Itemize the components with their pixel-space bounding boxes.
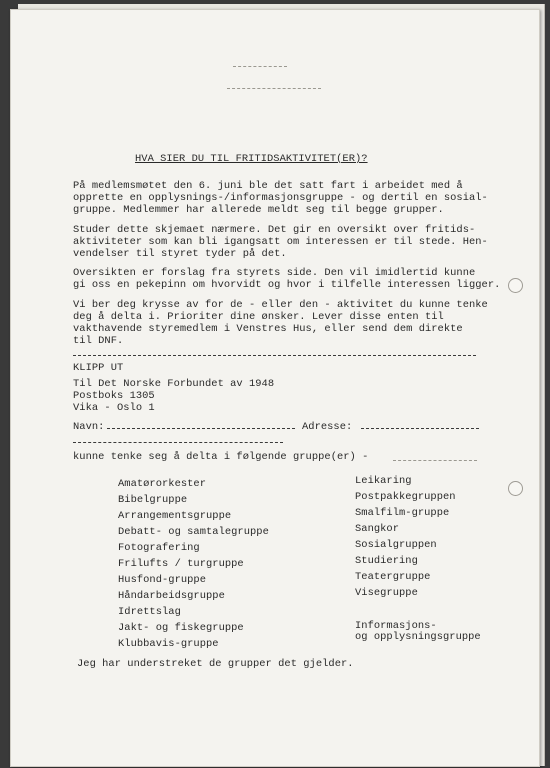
group-item: Informasjons- <box>355 620 437 632</box>
group-item: Postpakkegruppen <box>355 491 456 503</box>
group-item: Leikaring <box>355 475 412 487</box>
address-line: Til Det Norske Forbundet av 1948 <box>73 378 275 390</box>
cut-line <box>73 355 476 356</box>
group-item: Smalfilm-gruppe <box>355 507 450 519</box>
intro-line: til DNF. <box>73 335 124 347</box>
address-field-line <box>361 428 479 429</box>
group-item: Teatergruppe <box>355 571 431 583</box>
intro-line: deg å delta i. Prioriter dine ønsker. Lever disse enten til <box>73 311 444 323</box>
address-line: Vika - Oslo 1 <box>73 402 155 414</box>
footer-note: Jeg har understreket de grupper det gjelder. <box>77 658 354 670</box>
group-item: Fotografering <box>118 542 200 554</box>
intro-line: opprette en opplysnings-/informasjonsgruppe - og dertil en sosial- <box>73 192 488 204</box>
group-item: Klubbavis-gruppe <box>118 638 219 650</box>
group-item: Bibelgruppe <box>118 494 188 506</box>
punch-hole-bottom <box>508 481 523 496</box>
faint-mark <box>227 88 321 89</box>
group-item: Studiering <box>355 555 418 567</box>
intro-line: gruppe. Medlemmer har allerede meldt seg til begge grupper. <box>73 204 444 216</box>
faint-mark <box>393 460 477 461</box>
intro-line: vakthavende styremedlem i Venstres Hus, eller send dem direkte <box>73 323 463 335</box>
faint-mark <box>233 66 287 67</box>
page-title: HVA SIER DU TIL FRITIDSAKTIVITET(ER)? <box>135 153 368 165</box>
group-item: Håndarbeidsgruppe <box>118 590 225 602</box>
clip-label: KLIPP UT <box>73 362 124 374</box>
group-item: Sosialgruppen <box>355 539 437 551</box>
address-label: Adresse: <box>302 421 353 433</box>
group-item: Amatørorkester <box>118 478 206 490</box>
group-item: Arrangementsgruppe <box>118 510 232 522</box>
continuation-line <box>73 442 283 443</box>
intro-line: aktiviteter som kan bli igangsatt om interessen er til stede. Hen- <box>73 236 488 248</box>
group-item: Frilufts / turgruppe <box>118 558 244 570</box>
intro-line: Vi ber deg krysse av for de - eller den - aktivitet du kunne tenke <box>73 299 488 311</box>
intro-line: gi oss en pekepinn om hvorvidt og hvor i tilfelle interessen ligger. <box>73 279 501 291</box>
punch-hole-top <box>508 278 523 293</box>
name-field-line <box>107 428 295 429</box>
group-item: Jakt- og fiskegruppe <box>118 622 244 634</box>
intro-line: Studer dette skjemaet nærmere. Det gir en oversikt over fritids- <box>73 224 476 236</box>
group-item: Visegruppe <box>355 587 418 599</box>
intro-line: På medlemsmøtet den 6. juni ble det satt fart i arbeidet med å <box>73 180 463 192</box>
document-page <box>10 9 540 767</box>
intro-line: Oversikten er forslag fra styrets side. Den vil imidlertid kunne <box>73 267 476 279</box>
groups-left-column <box>118 478 269 654</box>
intro-line: vendelser til styret tyder på det. <box>73 248 287 260</box>
group-item: og opplysningsgruppe <box>355 631 481 643</box>
name-label: Navn: <box>73 421 105 433</box>
group-item: Debatt- og samtalegruppe <box>118 526 269 538</box>
groups-right-column <box>355 475 456 603</box>
groups-prompt: kunne tenke seg å delta i følgende gruppe(er) - <box>73 451 369 463</box>
group-item: Husfond-gruppe <box>118 574 206 586</box>
address-line: Postboks 1305 <box>73 390 155 402</box>
group-item: Sangkor <box>355 523 399 535</box>
group-item: Idrettslag <box>118 606 181 618</box>
